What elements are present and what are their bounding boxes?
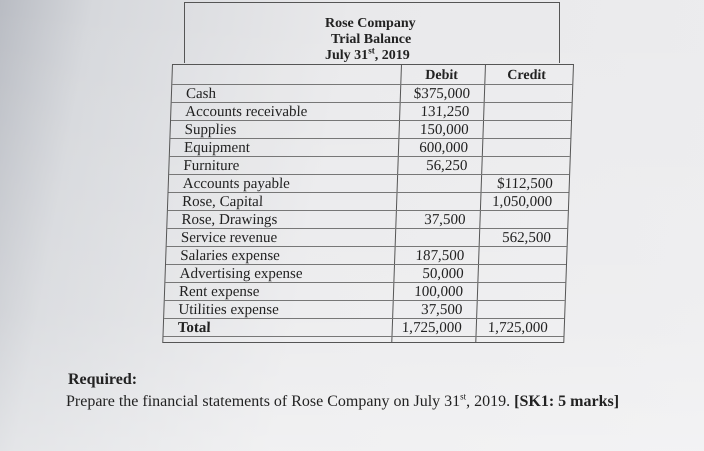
debit-amount xyxy=(396,175,467,193)
credit-amount xyxy=(476,301,549,319)
credit-amount: 1,725,000 xyxy=(487,320,549,336)
table-row xyxy=(172,85,573,103)
account-name: Accounts receivable xyxy=(185,104,308,120)
account-name: Utilities expense xyxy=(178,302,280,318)
table-row xyxy=(168,193,569,211)
table-row xyxy=(167,211,568,229)
account-name: Equipment xyxy=(183,140,251,156)
debit-amount: 37,500 xyxy=(420,302,463,318)
table-row xyxy=(167,229,568,247)
debit-amount: 150,000 xyxy=(419,122,469,138)
account-name: Rose, Capital xyxy=(181,194,264,210)
account-name: Total xyxy=(177,320,211,336)
table-row xyxy=(168,175,569,193)
table-row xyxy=(165,265,566,283)
account-name: Rent expense xyxy=(178,284,260,300)
credit-amount xyxy=(479,211,552,229)
account-name: Supplies xyxy=(184,122,237,138)
debit-amount: 56,250 xyxy=(425,158,468,174)
debit-amount: 600,000 xyxy=(419,140,469,156)
debit-amount: 1,725,000 xyxy=(401,320,463,336)
required-heading: Required: xyxy=(68,371,138,388)
credit-amount: 562,500 xyxy=(501,230,552,246)
table-row xyxy=(170,121,571,139)
report-title: Trial Balance xyxy=(331,32,412,47)
table-row xyxy=(171,103,572,121)
required-instruction: Prepare the financial statements of Rose Company on July 31st, 2019. [SK1: 5 marks] xyxy=(66,391,620,410)
debit-header: Debit xyxy=(424,68,459,83)
table-header-row xyxy=(172,65,573,85)
credit-amount xyxy=(477,265,550,283)
table-row xyxy=(165,283,566,301)
account-name: Service revenue xyxy=(180,230,278,246)
credit-amount xyxy=(477,283,550,301)
account-name: Advertising expense xyxy=(179,266,303,282)
credit-amount xyxy=(483,103,556,121)
account-name: Cash xyxy=(185,86,217,102)
credit-amount: $112,500 xyxy=(496,176,554,192)
debit-amount: 37,500 xyxy=(424,212,466,228)
account-name: Furniture xyxy=(183,158,240,174)
credit-amount xyxy=(478,247,551,265)
account-name: Rose, Drawings xyxy=(181,212,278,228)
trial-balance-header xyxy=(184,2,560,63)
debit-amount: 100,000 xyxy=(414,284,464,300)
credit-amount xyxy=(481,157,554,175)
table-row xyxy=(164,301,565,319)
account-name: Accounts payable xyxy=(182,176,291,192)
credit-header: Credit xyxy=(507,68,547,83)
debit-amount: 187,500 xyxy=(415,248,465,264)
table-row xyxy=(163,319,564,337)
table-row xyxy=(169,157,570,175)
account-name: Salaries expense xyxy=(180,248,281,264)
table-row xyxy=(166,247,567,265)
debit-amount xyxy=(395,229,466,247)
debit-amount: 50,000 xyxy=(422,266,464,282)
company-name: Rose Company xyxy=(325,16,416,31)
debit-amount: $375,000 xyxy=(413,86,471,102)
credit-amount: 1,050,000 xyxy=(491,194,553,210)
debit-amount xyxy=(396,193,467,211)
credit-amount xyxy=(484,85,557,103)
credit-amount xyxy=(482,121,555,139)
trial-balance-table xyxy=(162,64,574,343)
credit-amount xyxy=(482,139,555,157)
report-date: July 31st, 2019 xyxy=(325,45,410,63)
debit-amount: 131,250 xyxy=(420,104,470,120)
table-row xyxy=(170,139,571,157)
